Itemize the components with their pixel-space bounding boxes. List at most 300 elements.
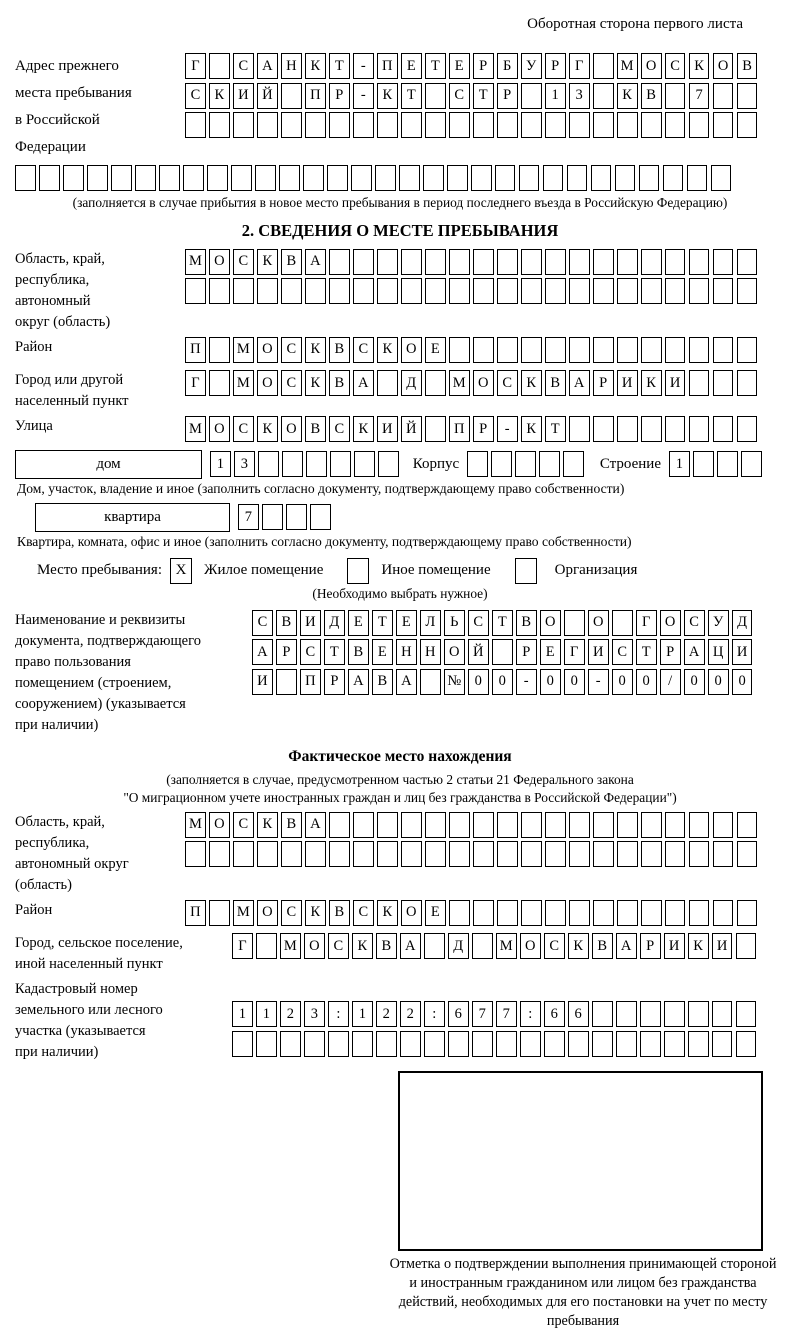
form-cell	[39, 165, 60, 191]
form-cell: О	[641, 53, 662, 79]
form-cell: И	[377, 416, 398, 442]
city-label: Город или другой населенный пункт	[15, 372, 129, 409]
form-cell: М	[617, 53, 638, 79]
district-row	[185, 337, 757, 363]
form-cell: 3	[234, 451, 255, 477]
checkbox-residential: X	[170, 558, 192, 584]
form-cell: Т	[425, 53, 446, 79]
form-cell: И	[665, 370, 686, 396]
form-cell: /	[660, 669, 681, 695]
form-cell	[689, 900, 710, 926]
form-cell: Р	[473, 416, 494, 442]
form-cell	[593, 416, 614, 442]
form-cell	[665, 812, 686, 838]
form-cell: П	[449, 416, 470, 442]
form-cell	[256, 1031, 277, 1057]
form-cell: А	[257, 53, 278, 79]
cadastral-label: Кадастровый номер земельного или лесного участка (указывается при наличии)	[15, 981, 163, 1060]
form-cell: Д	[324, 610, 345, 636]
form-cell: О	[209, 812, 230, 838]
apartment-label-box: квартира	[35, 503, 230, 532]
form-cell	[497, 841, 518, 867]
form-cell	[564, 610, 585, 636]
form-cell: 2	[280, 1001, 301, 1027]
form-cell	[736, 1001, 757, 1027]
form-cell	[717, 451, 738, 477]
form-cell: В	[376, 933, 397, 959]
form-cell: А	[252, 639, 273, 665]
form-cell	[209, 370, 230, 396]
actual-region-row-2	[185, 841, 785, 867]
form-cell	[689, 249, 710, 275]
form-cell	[255, 165, 276, 191]
form-cell: 0	[564, 669, 585, 695]
form-cell: А	[684, 639, 705, 665]
form-cell	[521, 112, 542, 138]
form-cell: И	[300, 610, 321, 636]
form-cell	[593, 278, 614, 304]
form-cell	[375, 165, 396, 191]
form-cell: О	[209, 249, 230, 275]
form-cell: И	[617, 370, 638, 396]
form-cell	[497, 900, 518, 926]
form-cell: -	[516, 669, 537, 695]
form-cell	[473, 900, 494, 926]
form-cell: К	[689, 53, 710, 79]
form-cell: М	[185, 812, 206, 838]
form-cell	[665, 112, 686, 138]
form-cell	[617, 900, 638, 926]
document-row-1	[252, 610, 785, 636]
form-cell	[306, 451, 327, 477]
form-cell: Е	[396, 610, 417, 636]
form-cell	[593, 83, 614, 109]
form-cell	[401, 249, 422, 275]
form-cell: М	[449, 370, 470, 396]
form-cell	[401, 278, 422, 304]
form-cell: К	[257, 249, 278, 275]
form-cell: Р	[545, 53, 566, 79]
form-cell: 3	[569, 83, 590, 109]
form-cell: Е	[401, 53, 422, 79]
form-cell: С	[252, 610, 273, 636]
form-cell	[617, 278, 638, 304]
form-cell: М	[185, 416, 206, 442]
form-cell	[399, 165, 420, 191]
form-cell	[665, 337, 686, 363]
form-cell: К	[305, 370, 326, 396]
form-cell: С	[684, 610, 705, 636]
form-cell	[449, 841, 470, 867]
form-cell	[492, 639, 513, 665]
form-cell: 6	[544, 1001, 565, 1027]
form-cell: В	[592, 933, 613, 959]
form-cell	[617, 112, 638, 138]
form-cell: М	[496, 933, 517, 959]
form-cell	[377, 249, 398, 275]
form-cell	[400, 1031, 421, 1057]
form-cell	[135, 165, 156, 191]
form-cell	[276, 669, 297, 695]
form-cell	[401, 812, 422, 838]
form-cell	[521, 812, 542, 838]
form-cell: Т	[473, 83, 494, 109]
form-cell	[689, 278, 710, 304]
form-cell	[377, 278, 398, 304]
form-cell: В	[516, 610, 537, 636]
form-cell: П	[185, 900, 206, 926]
form-cell	[159, 165, 180, 191]
form-cell: С	[281, 337, 302, 363]
form-cell: И	[732, 639, 753, 665]
form-cell	[233, 278, 254, 304]
street-field	[15, 416, 785, 446]
form-cell	[473, 812, 494, 838]
form-cell	[665, 249, 686, 275]
form-cell	[665, 841, 686, 867]
form-cell	[329, 278, 350, 304]
form-cell: С	[233, 812, 254, 838]
form-cell	[377, 812, 398, 838]
form-cell	[741, 451, 762, 477]
form-cell: К	[377, 83, 398, 109]
form-cell	[209, 112, 230, 138]
apartment-row	[15, 503, 785, 532]
form-cell: 6	[448, 1001, 469, 1027]
form-cell: О	[540, 610, 561, 636]
actual-location-note-1: (заполняется в случае, предусмотренном частью 2 статьи 21 Федерального закона	[166, 771, 634, 787]
form-cell	[593, 53, 614, 79]
form-cell	[545, 278, 566, 304]
form-cell	[329, 249, 350, 275]
form-cell: С	[185, 83, 206, 109]
form-cell: К	[568, 933, 589, 959]
form-cell	[209, 337, 230, 363]
form-cell	[712, 1001, 733, 1027]
prev-address-row-1	[185, 53, 785, 79]
form-cell: С	[544, 933, 565, 959]
form-cell	[713, 812, 734, 838]
form-cell	[257, 278, 278, 304]
form-cell	[425, 278, 446, 304]
form-cell: В	[329, 337, 350, 363]
form-cell	[569, 812, 590, 838]
form-cell: П	[377, 53, 398, 79]
document-row-3	[252, 669, 785, 695]
form-cell	[207, 165, 228, 191]
form-cell	[425, 370, 446, 396]
form-cell	[664, 1001, 685, 1027]
actual-city-row	[232, 933, 756, 959]
form-cell: -	[497, 416, 518, 442]
form-cell	[713, 900, 734, 926]
form-cell: С	[665, 53, 686, 79]
form-cell	[737, 112, 758, 138]
form-cell	[281, 278, 302, 304]
form-cell	[472, 933, 493, 959]
form-cell	[545, 900, 566, 926]
form-cell	[569, 841, 590, 867]
form-cell	[521, 83, 542, 109]
form-cell	[281, 83, 302, 109]
form-cell	[569, 337, 590, 363]
form-cell: К	[521, 416, 542, 442]
form-cell	[185, 278, 206, 304]
form-cell: Н	[396, 639, 417, 665]
form-cell: Г	[185, 370, 206, 396]
form-cell	[233, 841, 254, 867]
form-cell: Ь	[444, 610, 465, 636]
region-label: Область, край, республика, автономный округ (область)	[15, 250, 111, 330]
form-cell	[568, 1031, 589, 1057]
form-cell: 6	[568, 1001, 589, 1027]
form-cell	[539, 451, 560, 477]
form-cell	[737, 83, 758, 109]
form-cell	[520, 1031, 541, 1057]
form-cell: Т	[636, 639, 657, 665]
form-cell	[545, 112, 566, 138]
form-cell	[448, 1031, 469, 1057]
form-cell	[591, 165, 612, 191]
form-cell	[262, 504, 283, 530]
actual-district-row	[185, 900, 757, 926]
form-cell	[736, 933, 757, 959]
form-cell	[665, 416, 686, 442]
actual-district-label: Район	[15, 901, 53, 918]
form-cell: :	[328, 1001, 349, 1027]
form-cell	[280, 1031, 301, 1057]
cadastral-row-2	[232, 1031, 785, 1057]
form-cell: В	[372, 669, 393, 695]
form-cell	[664, 1031, 685, 1057]
form-cell: 0	[684, 669, 705, 695]
form-cell	[424, 1031, 445, 1057]
form-cell: О	[520, 933, 541, 959]
form-cell: 1	[232, 1001, 253, 1027]
form-cell: 1	[210, 451, 231, 477]
form-cell	[491, 451, 512, 477]
form-cell	[495, 165, 516, 191]
form-cell	[569, 900, 590, 926]
form-cell: -	[353, 53, 374, 79]
form-cell	[209, 841, 230, 867]
form-cell: О	[660, 610, 681, 636]
form-cell: М	[233, 337, 254, 363]
form-cell	[497, 337, 518, 363]
form-cell: Д	[448, 933, 469, 959]
actual-location-note-2: "О миграционном учете иностранных граждан и лиц без гражданства в Российской Федерации")	[123, 789, 677, 805]
form-cell	[63, 165, 84, 191]
form-cell: Г	[185, 53, 206, 79]
form-cell: О	[401, 337, 422, 363]
form-cell	[209, 900, 230, 926]
form-cell: К	[305, 900, 326, 926]
form-cell: Р	[497, 83, 518, 109]
form-cell	[281, 841, 302, 867]
form-cell: 7	[689, 83, 710, 109]
form-cell	[257, 112, 278, 138]
form-cell	[185, 112, 206, 138]
form-cell: Р	[660, 639, 681, 665]
form-cell: Г	[636, 610, 657, 636]
form-cell: П	[300, 669, 321, 695]
form-cell: С	[233, 53, 254, 79]
form-cell	[617, 337, 638, 363]
form-cell: П	[305, 83, 326, 109]
form-cell: И	[233, 83, 254, 109]
house-label-box: дом	[15, 450, 202, 479]
stay-type-label: Место пребывания:	[37, 562, 162, 578]
form-cell	[521, 337, 542, 363]
form-cell: А	[400, 933, 421, 959]
form-cell: 0	[540, 669, 561, 695]
form-cell	[616, 1031, 637, 1057]
form-cell: Д	[401, 370, 422, 396]
street-row	[185, 416, 757, 442]
form-cell	[713, 416, 734, 442]
form-cell	[593, 900, 614, 926]
form-cell: О	[473, 370, 494, 396]
form-cell: А	[569, 370, 590, 396]
form-cell	[425, 812, 446, 838]
house-caption: Дом, участок, владение и иное (заполнить согласно документу, подтверждающему право собственности)	[17, 480, 625, 496]
form-cell: 1	[256, 1001, 277, 1027]
actual-region-field	[15, 812, 785, 896]
form-cell: С	[281, 370, 302, 396]
stroenie-cells	[669, 451, 762, 477]
form-cell	[592, 1001, 613, 1027]
form-cell: М	[233, 900, 254, 926]
form-cell	[689, 812, 710, 838]
form-cell: В	[305, 416, 326, 442]
form-cell	[353, 812, 374, 838]
form-cell	[713, 83, 734, 109]
form-cell: Р	[324, 669, 345, 695]
form-cell: К	[641, 370, 662, 396]
stay-type-row	[15, 558, 785, 584]
form-cell	[304, 1031, 325, 1057]
form-cell: А	[353, 370, 374, 396]
form-cell: 2	[376, 1001, 397, 1027]
form-cell: Т	[324, 639, 345, 665]
form-cell	[354, 451, 375, 477]
form-cell	[713, 841, 734, 867]
form-cell	[449, 278, 470, 304]
form-cell	[232, 1031, 253, 1057]
form-cell	[449, 249, 470, 275]
form-cell: А	[616, 933, 637, 959]
form-cell	[449, 337, 470, 363]
form-cell	[737, 841, 758, 867]
form-cell	[737, 370, 758, 396]
form-cell	[641, 900, 662, 926]
form-cell	[328, 1031, 349, 1057]
form-cell	[473, 249, 494, 275]
form-cell	[15, 165, 36, 191]
form-cell: С	[329, 416, 350, 442]
form-cell: Б	[497, 53, 518, 79]
form-cell: С	[233, 416, 254, 442]
actual-district-field	[15, 900, 785, 930]
region-field	[15, 249, 785, 333]
form-cell	[713, 278, 734, 304]
form-cell	[689, 337, 710, 363]
form-cell	[617, 249, 638, 275]
form-cell	[401, 112, 422, 138]
page-header: Оборотная сторона первого листа	[527, 16, 743, 32]
form-cell: О	[588, 610, 609, 636]
form-cell	[545, 337, 566, 363]
form-cell	[467, 451, 488, 477]
option-residential-label: Жилое помещение	[204, 562, 324, 578]
form-cell: А	[348, 669, 369, 695]
form-cell	[641, 841, 662, 867]
prev-address-field	[15, 53, 785, 161]
form-cell: №	[444, 669, 465, 695]
form-cell	[616, 1001, 637, 1027]
form-cell	[641, 278, 662, 304]
form-cell: С	[468, 610, 489, 636]
form-cell	[712, 1031, 733, 1057]
form-cell	[615, 165, 636, 191]
form-cell: Д	[732, 610, 753, 636]
actual-city-field	[15, 933, 785, 975]
form-cell: К	[257, 812, 278, 838]
form-cell: И	[664, 933, 685, 959]
region-row-2	[185, 278, 785, 304]
form-cell: В	[276, 610, 297, 636]
form-cell: И	[588, 639, 609, 665]
form-cell: -	[353, 83, 374, 109]
korpus-label: Корпус	[412, 455, 460, 472]
cadastral-row-1	[232, 1001, 785, 1027]
form-cell	[305, 841, 326, 867]
form-cell: К	[521, 370, 542, 396]
actual-region-label: Область, край, республика, автономный округ (область)	[15, 813, 129, 893]
form-cell: С	[233, 249, 254, 275]
form-cell	[641, 337, 662, 363]
form-cell: Р	[516, 639, 537, 665]
form-cell	[515, 451, 536, 477]
form-cell: Г	[564, 639, 585, 665]
form-cell	[569, 416, 590, 442]
form-cell: У	[521, 53, 542, 79]
form-cell	[693, 451, 714, 477]
form-cell: Е	[449, 53, 470, 79]
form-cell: Л	[420, 610, 441, 636]
form-cell	[425, 416, 446, 442]
form-cell: М	[280, 933, 301, 959]
form-cell	[593, 841, 614, 867]
form-cell: Е	[425, 337, 446, 363]
form-cell	[329, 812, 350, 838]
form-cell	[305, 278, 326, 304]
form-cell: К	[377, 900, 398, 926]
form-cell	[521, 841, 542, 867]
form-cell	[592, 1031, 613, 1057]
form-cell	[425, 112, 446, 138]
form-cell	[545, 841, 566, 867]
form-cell	[713, 112, 734, 138]
form-cell	[425, 83, 446, 109]
form-cell	[563, 451, 584, 477]
form-cell	[497, 249, 518, 275]
form-cell	[737, 249, 758, 275]
form-cell	[736, 1031, 757, 1057]
document-row-2	[252, 639, 785, 665]
stamp-box	[398, 1071, 763, 1251]
form-cell	[688, 1031, 709, 1057]
